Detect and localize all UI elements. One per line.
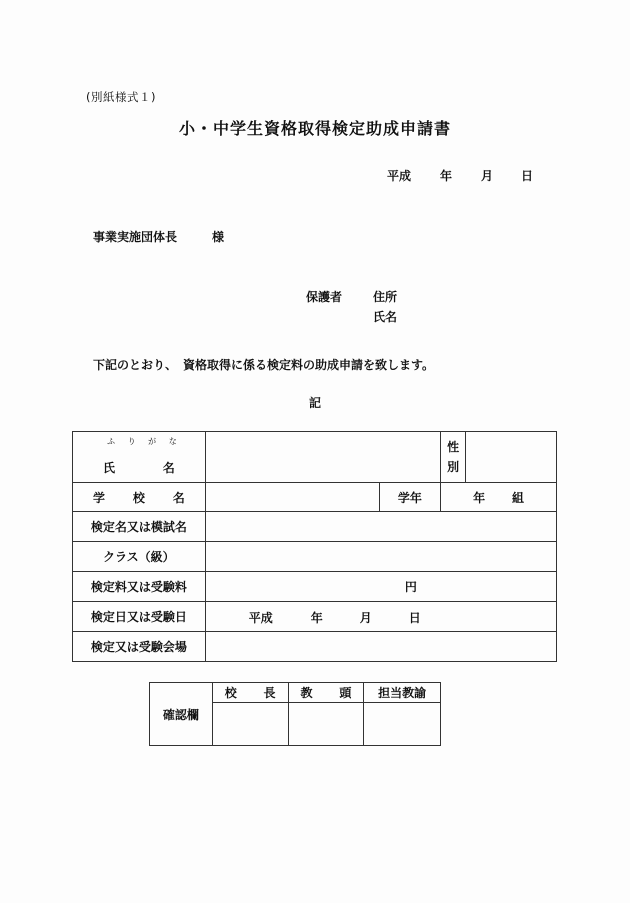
school-label-char: 名 (172, 490, 185, 505)
date-year: 年 (440, 169, 453, 183)
venue-label: 検定又は受験会場 (73, 632, 206, 662)
school-input-cell[interactable] (205, 483, 379, 512)
school-row (73, 483, 557, 512)
name-row (73, 432, 557, 483)
exam-name-row (73, 512, 557, 542)
vice-principal-header-char: 頭 (339, 686, 352, 700)
guardian-name-label: 氏名 (373, 310, 398, 324)
school-label-char: 学 (93, 490, 106, 505)
date-era: 平成 (387, 169, 412, 183)
venue-row (73, 632, 557, 662)
principal-header (212, 683, 288, 703)
grade-class-unit: 組 (511, 490, 524, 505)
addressee-name: 事業実施団体長 (93, 230, 178, 244)
teacher-header: 担当教諭 (364, 683, 441, 703)
date-day: 日 (521, 169, 534, 183)
name-label-char: 名 (162, 461, 175, 475)
sex-label-char: 性 (447, 440, 460, 454)
fee-unit: 円 (404, 580, 417, 594)
exam-date-day: 日 (408, 610, 421, 625)
confirm-label: 確認欄 (150, 683, 213, 746)
note-heading: 記 (309, 396, 322, 410)
form-style-label: (別紙様式１) (86, 90, 156, 104)
grade-input-cell[interactable] (441, 483, 557, 512)
grade-year-unit: 年 (473, 490, 486, 505)
venue-input[interactable] (205, 632, 556, 662)
furigana-char: な (168, 437, 177, 446)
furigana-char: ふ (107, 437, 115, 446)
principal-header-char: 長 (263, 686, 276, 700)
vice-principal-stamp-cell[interactable] (288, 703, 364, 746)
request-statement: 下記のとおり、 資格取得に係る検定料の助成申請を致します。 (93, 358, 435, 372)
grade-label-cell: 学年 (379, 483, 441, 512)
date-month: 月 (481, 169, 494, 183)
exam-date-input[interactable] (205, 602, 556, 632)
exam-date-row (73, 602, 557, 632)
name-label-char: 氏 (103, 461, 116, 475)
furigana-char: り (127, 437, 136, 446)
address-label: 住所 (373, 290, 398, 304)
sex-input-cell[interactable] (466, 432, 557, 483)
class-label: クラス（級） (73, 542, 206, 572)
furigana-char: が (148, 437, 157, 446)
principal-stamp-cell[interactable] (212, 703, 288, 746)
exam-date-month: 月 (359, 610, 372, 625)
exam-date-label: 検定日又は受験日 (73, 602, 206, 632)
application-table (72, 431, 557, 662)
fee-input[interactable] (205, 572, 556, 602)
addressee-honorific: 様 (212, 230, 225, 244)
exam-date-year: 年 (310, 610, 323, 625)
vice-principal-header (288, 683, 364, 703)
class-row (73, 542, 557, 572)
name-label-cell (73, 432, 206, 483)
name-input-cell[interactable] (205, 432, 440, 483)
guardian-label: 保護者 (306, 290, 343, 304)
fee-label: 検定料又は受験料 (73, 572, 206, 602)
teacher-stamp-cell[interactable] (364, 703, 441, 746)
school-label-char: 校 (132, 490, 145, 505)
fee-row (73, 572, 557, 602)
school-label-cell (73, 483, 206, 512)
exam-name-label: 検定名又は模試名 (73, 512, 206, 542)
vice-principal-header-char: 教 (300, 686, 313, 700)
principal-header-char: 校 (224, 686, 237, 700)
sex-label-char: 別 (447, 460, 460, 474)
document-title: 小・中学生資格取得検定助成申請書 (178, 119, 451, 138)
sex-label-cell (441, 432, 466, 483)
class-input[interactable] (205, 542, 556, 572)
confirmation-table (149, 682, 441, 746)
exam-date-era: 平成 (248, 610, 273, 625)
exam-name-input[interactable] (205, 512, 556, 542)
